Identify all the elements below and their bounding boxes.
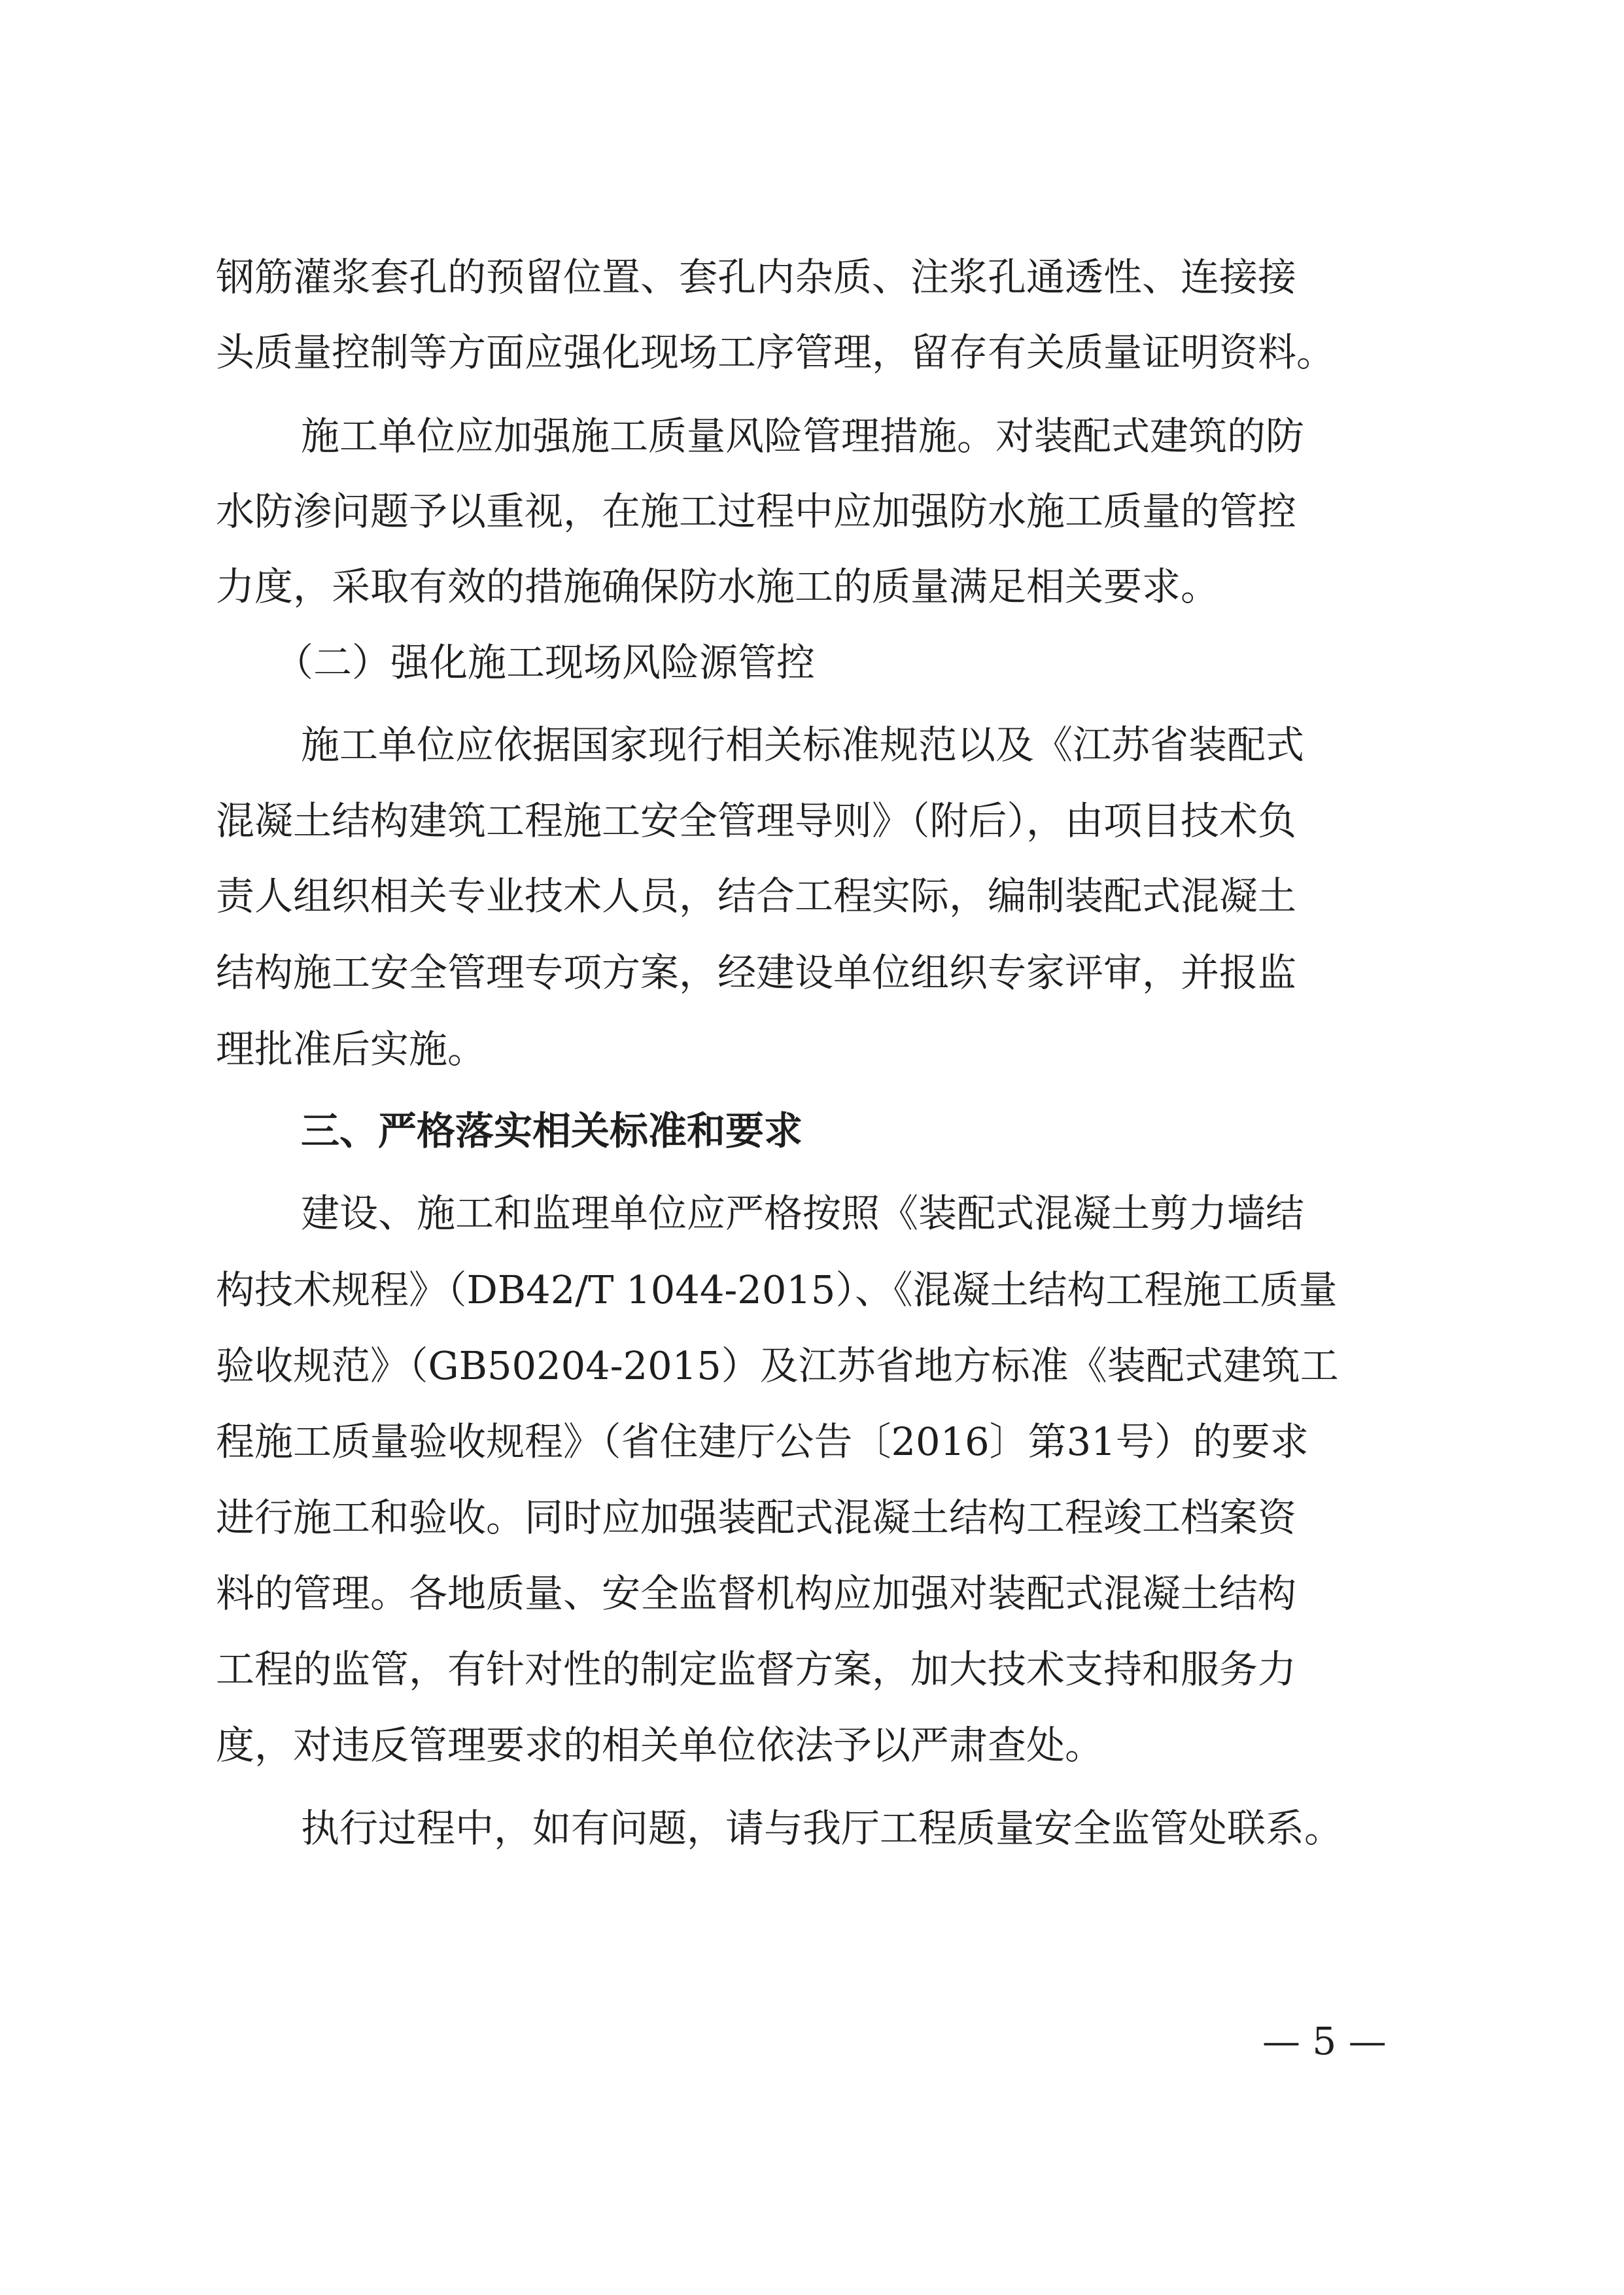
text-line: 钢筋灌浆套孔的预留位置、套孔内杂质、注浆孔通透性、连接接 bbox=[216, 254, 1297, 300]
text-line: 力度，采取有效的措施确保防水施工的质量满足相关要求。 bbox=[216, 564, 1220, 609]
text-line: 施工单位应依据国家现行相关标准规范以及《江苏省装配式 bbox=[301, 722, 1305, 767]
text-line: 度，对违反管理要求的相关单位依法予以严肃查处。 bbox=[216, 1723, 1104, 1768]
text-line: 程施工质量验收规程》（省住建厅公告〔2016〕第31号）的要求 bbox=[216, 1419, 1309, 1464]
text-line: 构技术规程》（DB42/T 1044-2015）、《混凝土结构工程施工质量 bbox=[216, 1267, 1338, 1312]
text-line: 理批准后实施。 bbox=[216, 1026, 487, 1072]
text-line: 料的管理。各地质量、安全监督机构应加强对装配式混凝土结构 bbox=[216, 1571, 1297, 1616]
text-line: 施工单位应加强施工质量风险管理措施。对装配式建筑的防 bbox=[301, 413, 1305, 459]
text-line: 验收规范》（GB50204-2015）及江苏省地方标准《装配式建筑工 bbox=[216, 1343, 1339, 1388]
text-line: 进行施工和验收。同时应加强装配式混凝土结构工程竣工档案资 bbox=[216, 1495, 1297, 1540]
section-heading: 三、严格落实相关标准和要求 bbox=[301, 1108, 803, 1153]
text-line: 工程的监管，有针对性的制定监督方案，加大技术支持和服务力 bbox=[216, 1647, 1297, 1692]
text-line: 建设、施工和监理单位应严格按照《装配式混凝土剪力墙结 bbox=[301, 1191, 1305, 1236]
text-line: 执行过程中，如有问题，请与我厅工程质量安全监管处联系。 bbox=[301, 1806, 1343, 1851]
text-line: 结构施工安全管理专项方案，经建设单位组织专家评审，并报监 bbox=[216, 950, 1297, 995]
section-subheading: （二）强化施工现场风险源管控 bbox=[275, 640, 816, 685]
text-line: 头质量控制等方面应强化现场工序管理，留存有关质量证明资料。 bbox=[216, 330, 1336, 375]
page-number: — 5 — bbox=[1262, 2019, 1387, 2063]
text-line: 责人组织相关专业技术人员，结合工程实际，编制装配式混凝土 bbox=[216, 873, 1297, 919]
text-line: 混凝土结构建筑工程施工安全管理导则》（附后），由项目技术负 bbox=[216, 798, 1297, 843]
text-line: 水防渗问题予以重视，在施工过程中应加强防水施工质量的管控 bbox=[216, 489, 1297, 534]
